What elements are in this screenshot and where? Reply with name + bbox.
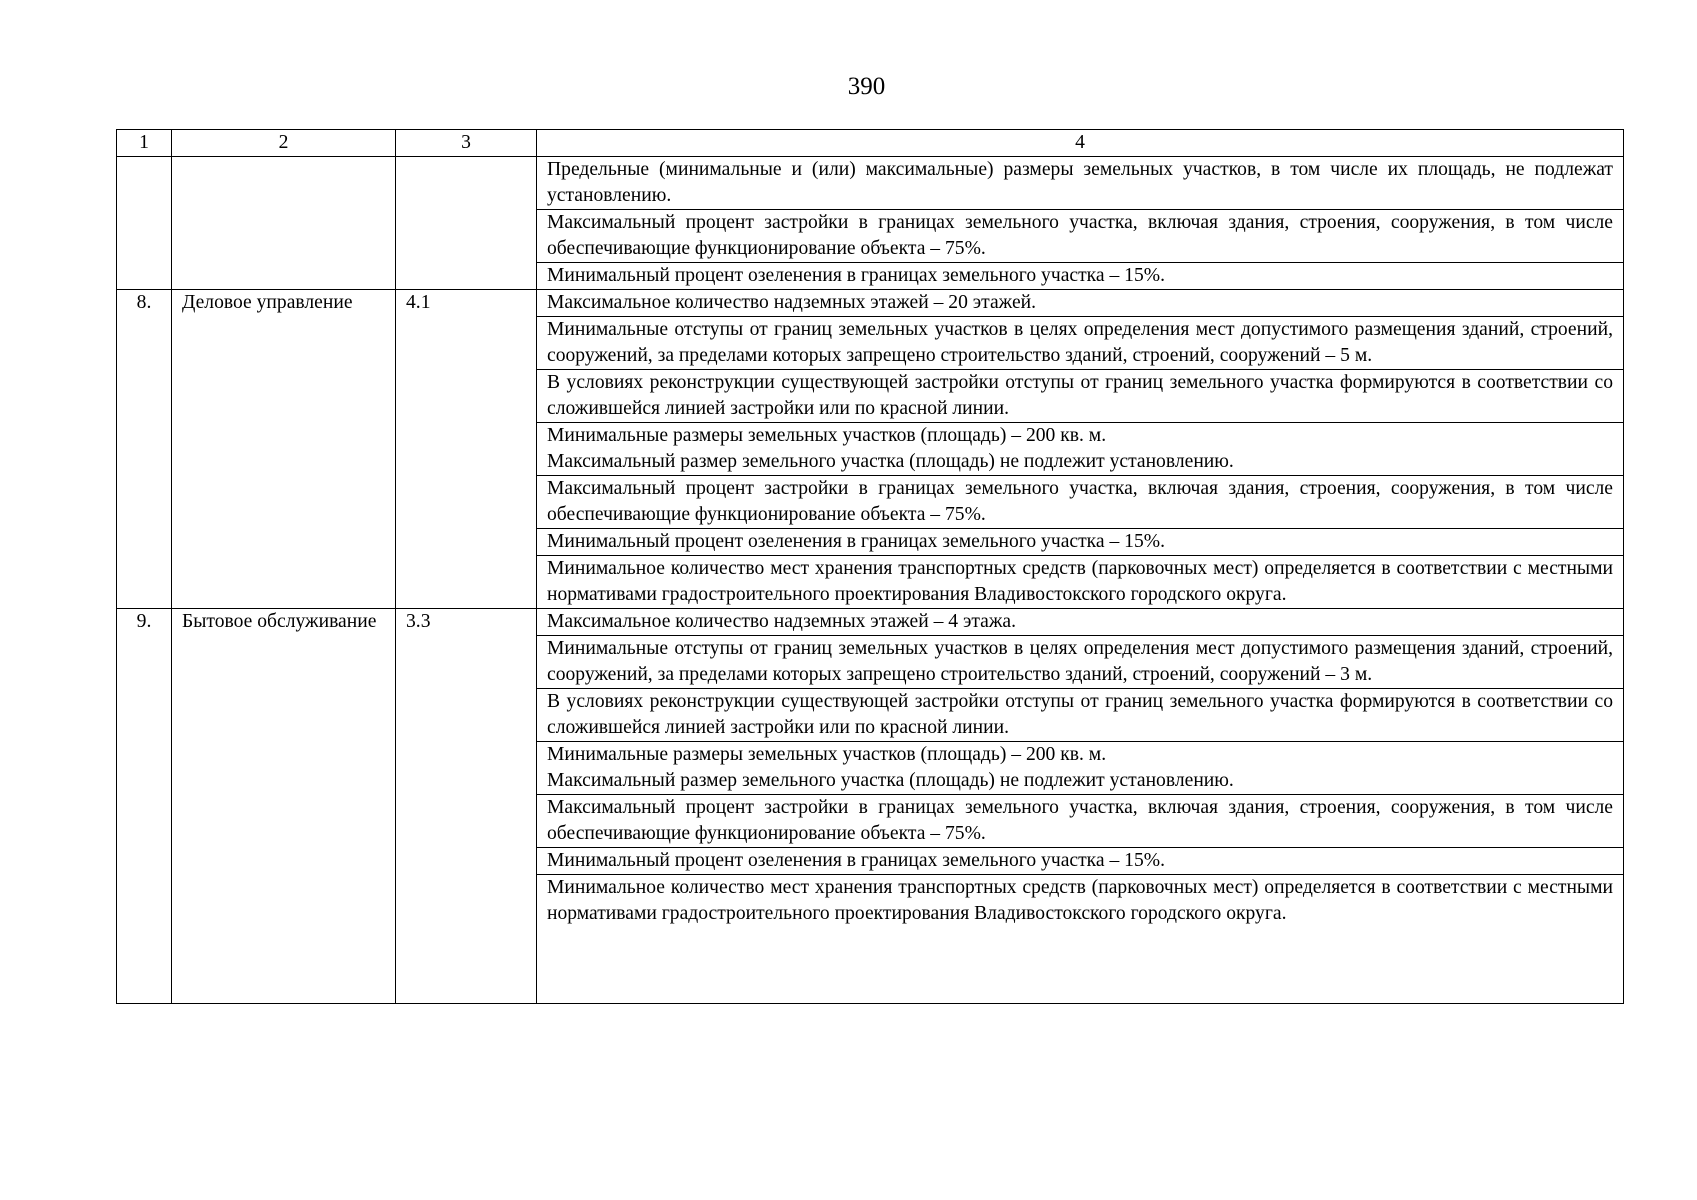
table-row <box>117 157 1624 210</box>
row-number-cell: 9. <box>117 609 172 1004</box>
header-cell-4: 4 <box>537 130 1624 157</box>
page-number: 390 <box>847 73 886 100</box>
use-type-cell: Деловое управление <box>172 290 396 609</box>
use-type-cell <box>172 157 396 290</box>
parameter-line: Максимальный размер земельного участка (площадь) не подлежит установлению. <box>547 451 1234 472</box>
table-header-row <box>117 130 1624 157</box>
parameter-cell: Минимальное количество мест хранения транспортных средств (парковочных мест) определяется в соответствии с местными нормативами градостроительного проектирования Владивостокского городского округа. <box>537 875 1624 1004</box>
parameter-cell: В условиях реконструкции существующей застройки отступы от границ земельного участка формируются в соответствии со сложившейся линией застройки или по красной линии. <box>537 370 1624 423</box>
table-row <box>117 290 1624 317</box>
row-number-cell <box>117 157 172 290</box>
parameter-cell <box>537 742 1624 795</box>
parameter-cell <box>537 423 1624 476</box>
parameter-cell: Максимальное количество надземных этажей – 20 этажей. <box>537 290 1624 317</box>
header-cell-1: 1 <box>117 130 172 157</box>
parameter-cell: Минимальное количество мест хранения транспортных средств (парковочных мест) определяется в соответствии с местными нормативами градостроительного проектирования Владивостокского городского округа. <box>537 556 1624 609</box>
parameter-cell: Минимальные отступы от границ земельных участков в целях определения мест допустимого размещения зданий, строений, сооружений, за пределами которых запрещено строительство зданий, строений, сооружений – 3 м. <box>537 636 1624 689</box>
parameter-cell: Предельные (минимальные и (или) максимальные) размеры земельных участков, в том числе их площадь, не подлежат установлению. <box>537 157 1624 210</box>
use-code-cell: 3.3 <box>396 609 537 1004</box>
parameter-line: Максимальный размер земельного участка (площадь) не подлежит установлению. <box>547 770 1234 791</box>
parameter-line: Минимальные размеры земельных участков (площадь) – 200 кв. м. <box>547 744 1107 765</box>
parameter-cell: Минимальный процент озеленения в границах земельного участка – 15%. <box>537 529 1624 556</box>
parameter-cell: Минимальный процент озеленения в границах земельного участка – 15%. <box>537 263 1624 290</box>
use-code-cell: 4.1 <box>396 290 537 609</box>
use-type-cell: Бытовое обслуживание <box>172 609 396 1004</box>
header-cell-2: 2 <box>172 130 396 157</box>
parameter-cell: В условиях реконструкции существующей застройки отступы от границ земельного участка формируются в соответствии со сложившейся линией застройки или по красной линии. <box>537 689 1624 742</box>
header-cell-3: 3 <box>396 130 537 157</box>
row-number-cell: 8. <box>117 290 172 609</box>
parameter-cell: Минимальные отступы от границ земельных участков в целях определения мест допустимого размещения зданий, строений, сооружений, за пределами которых запрещено строительство зданий, строений, сооружений – 5 м. <box>537 317 1624 370</box>
regulations-table <box>116 129 1624 1004</box>
parameter-cell: Минимальный процент озеленения в границах земельного участка – 15%. <box>537 848 1624 875</box>
table-row <box>117 609 1624 636</box>
parameter-cell: Максимальное количество надземных этажей – 4 этажа. <box>537 609 1624 636</box>
parameter-line: Минимальные размеры земельных участков (площадь) – 200 кв. м. <box>547 425 1107 446</box>
parameter-cell: Максимальный процент застройки в границах земельного участка, включая здания, строения, сооружения, в том числе обеспечивающие функционирование объекта – 75%. <box>537 210 1624 263</box>
use-code-cell <box>396 157 537 290</box>
parameter-cell: Максимальный процент застройки в границах земельного участка, включая здания, строения, сооружения, в том числе обеспечивающие функционирование объекта – 75%. <box>537 476 1624 529</box>
parameter-cell: Максимальный процент застройки в границах земельного участка, включая здания, строения, сооружения, в том числе обеспечивающие функционирование объекта – 75%. <box>537 795 1624 848</box>
